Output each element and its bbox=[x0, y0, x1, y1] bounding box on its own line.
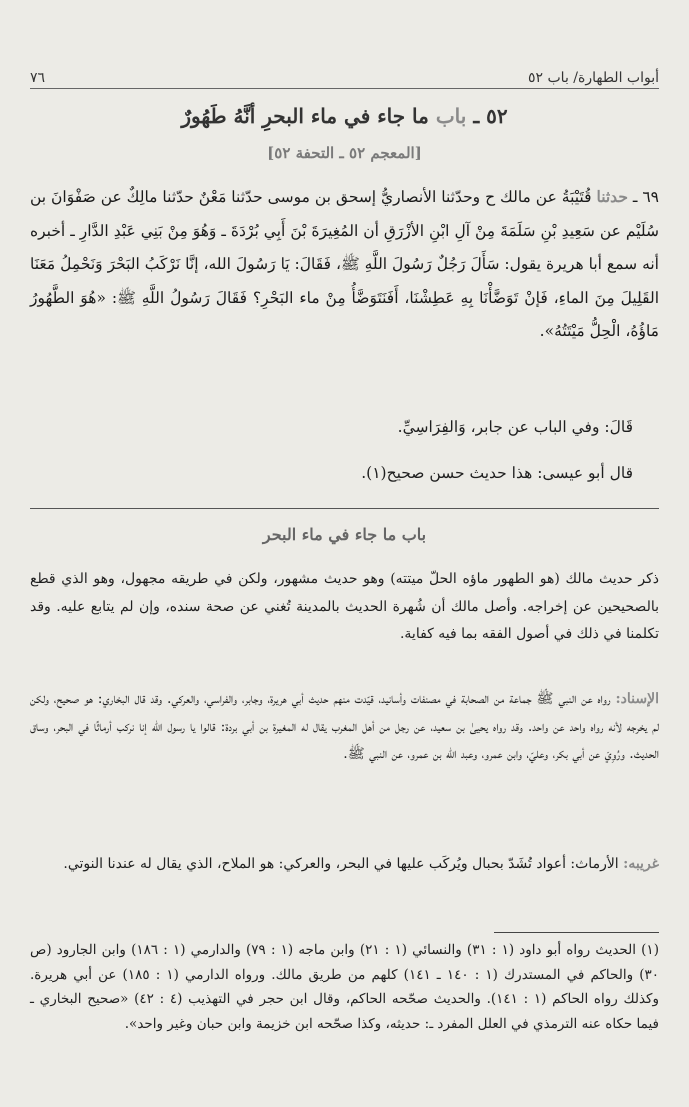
chapter-title bbox=[30, 104, 659, 128]
running-header bbox=[30, 62, 659, 86]
header-rule bbox=[30, 88, 659, 89]
commentary-paragraph: ذكر حديث مالك (هو الطهور ماؤه الحلّ ميتته) وهو حديث مشهور، ولكن في طريقه مجهول، وهو الذي قطع بالصحيحين عن إخراجه. وأصل مالك أن شُهرة الحديث بالمدينة تُغني عن صحة سنده، وإن لم يتابع عليه. وقد تكلمنا في ذلك في أصول الفقه بما فيه كفاية. bbox=[30, 571, 659, 642]
gharib-label: غريبه: bbox=[623, 856, 659, 872]
hadith-body: قُتَيْبَةُ عن مالك ح وحدّثنا الأنصاريُّ إسحق بن موسى حدّثنا مَعْنٌ حدّثنا مالِكٌ عن صَفْوَانَ بن سُلَيْم عن سَعِيدِ بْنِ سَلَمَةَ مِنْ آلِ ابْنِ الأزْرَقِ أن المُغِيرَةَ بْنَ أَبِي بُرْدَةَ ـ وَهُوَ مِنْ بَنِي عَبْدِ الدَّارِ ـ أخبره أنه سمع أبا هريرة يقول: سَأَلَ رَجُلٌ رَسُولَ اللَّهِ ﷺ، فَقَالَ: يَا رَسُولَ الله، إنَّا نَرْكَبُ البَحْرَ وَنَحْمِلُ مَعَنَا القَلِيلَ مِنَ الماءِ، فَإنْ تَوَضَّأْنَا بِهِ عَطِشْنَا، أَفَنَتَوَضَّأُ مِنْ ماء البَحْرِ؟ فَقَالَ رَسُولُ اللَّهِ ﷺ: «هُوَ الطَّهُورُ مَاؤُهُ، الْحِلُّ مَيْتَتُهُ». bbox=[30, 188, 659, 340]
footnote: (١) الحديث رواه أبو داود (١ : ٣١) والنسائي (١ : ٢١) وابن ماجه (١ : ٧٩) والدارمي (١ : ١٨٦) وابن الجارود (ص ٣٠) والحاكم في المستدرك (١ : ١٤٠ ـ ١٤١) كلهم من طريق مالك. ورواه الدارمي (١ : ١٨٥) عن أبي هريرة. وكذلك رواه الحاكم (١ : ١٤١). والحديث صحّحه الحاكم، وقال ابن حجر في التهذيب (٤ : ٤٢) «صحيح البخاري ـ فيما حكاه عنه الترمذي في العلل المفرد ـ: حديثه، وكذا صحّحه ابن خزيمة وابن حبان وغير واحد». bbox=[30, 942, 659, 1032]
hadith-haddathana: حدثنا bbox=[596, 187, 628, 206]
hadith-number: ٦٩ ـ bbox=[632, 188, 659, 206]
isnad-label: الإسناد: bbox=[615, 691, 659, 707]
hadith-text-block bbox=[30, 180, 659, 349]
section-divider bbox=[30, 508, 659, 509]
footnote-rule bbox=[494, 932, 659, 933]
gharib-text: الأرماث: أعواد تُشَدّ بحبال ويُركَب عليها في البحر، والعركي: هو الملاح، الذي يقال له عندنا النوتي. bbox=[63, 856, 619, 872]
chapter-number: ٥٢ ـ bbox=[473, 104, 508, 128]
gharib-paragraph bbox=[30, 851, 659, 879]
chapter-bab-word: باب bbox=[435, 104, 467, 128]
chapter-reference: [المعجم ٥٢ ـ التحفة ٥٢] bbox=[267, 144, 422, 162]
chapter-title-text: ما جاء في ماء البحرِ أنَّهُ طَهُورٌ bbox=[181, 104, 429, 128]
commentary-title: باب ما جاء في ماء البحر bbox=[262, 525, 427, 544]
bab-note: قَالَ: وفي الباب عن جابر، وَالفِرَاسِيِّ. bbox=[397, 418, 633, 436]
isnad-paragraph bbox=[30, 686, 659, 769]
header-section-title: أبواب الطهارة/ باب ٥٢ bbox=[528, 70, 659, 86]
abu-isa-grading: قال أبو عيسى: هذا حديث حسن صحيح(١). bbox=[361, 464, 633, 482]
isnad-text: رواه عن النبي ﷺ جماعة من الصحابة في مصنفات وأسانيد، قيّدت منهم حديث أبي هريرة، وجابر، والفراسي، والعركي. وقد قال البخاري: هو صحيح، ولكن لم يخرجه لأنه رواه واحد عن واحد. وقد رواه يحيىٰ بن سعيد، عن رجل من أهل المغرب يقال له المغيرة بن أبي بردة: قالوا يا رسول الله إنا نركب أرماثًا في البحر، وساق الحديث. ورُوِيَ عن أبي بكر، وعليّ، وابن عمرو، وعبد الله بن عمرو، عن النبي ﷺ. bbox=[30, 691, 659, 762]
page-number: ٧٦ bbox=[30, 70, 46, 86]
